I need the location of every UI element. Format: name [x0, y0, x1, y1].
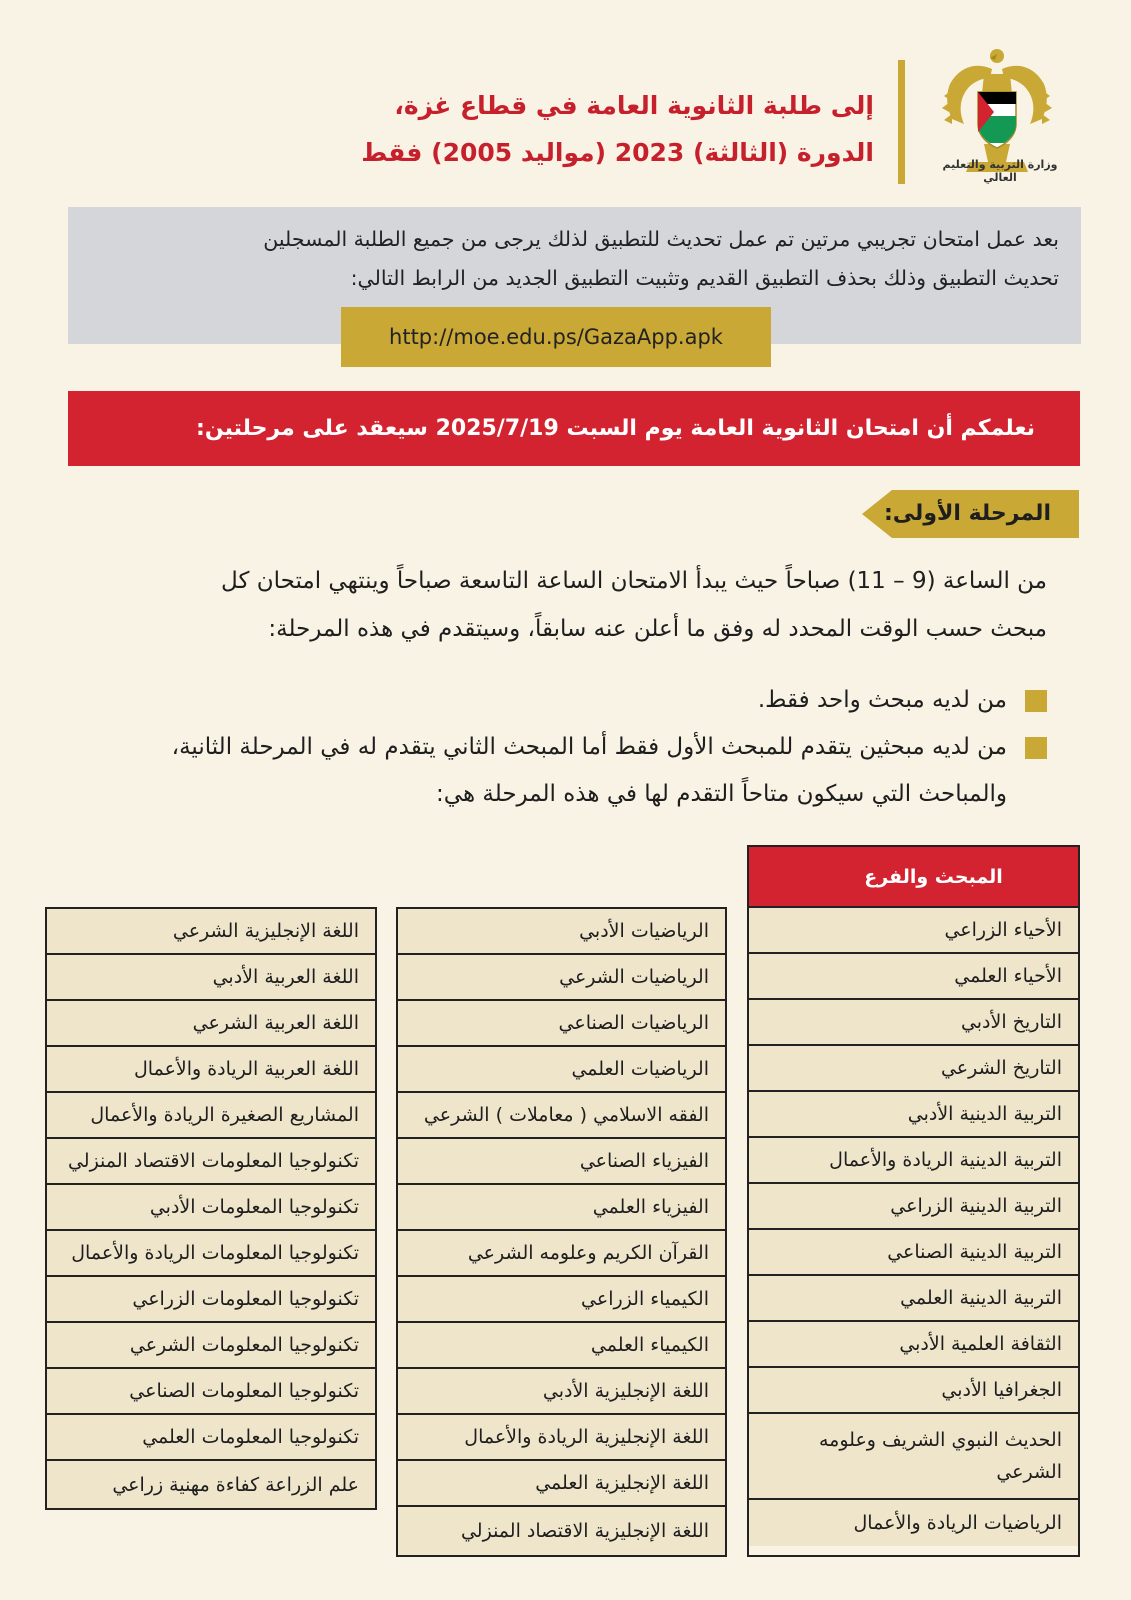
- notice-line: بعد عمل امتحان تجريبي مرتين تم عمل تحديث للتطبيق لذلك يرجى من جميع الطلبة المسجلين: [263, 227, 1059, 251]
- bullet-square-icon: [1025, 690, 1047, 712]
- table-cell: اللغة الإنجليزية الشرعي: [47, 909, 375, 955]
- table-cell: الجغرافيا الأدبي: [749, 1368, 1078, 1414]
- table-cell: الرياضيات الأدبي: [398, 909, 725, 955]
- table-cell: اللغة العربية الريادة والأعمال: [47, 1047, 375, 1093]
- bullet-text: من لديه مبحثين يتقدم للمبحث الأول فقط أما المبحث الثاني يتقدم له في المرحلة الثانية،: [171, 734, 1007, 760]
- table-cell: تكنولوجيا المعلومات الشرعي: [47, 1323, 375, 1369]
- download-app-link[interactable]: http://moe.edu.ps/GazaApp.apk: [341, 307, 771, 367]
- table-cell: الأحياء الزراعي: [749, 908, 1078, 954]
- table-cell: الكيمياء العلمي: [398, 1323, 725, 1369]
- table-cell: التاريخ الشرعي: [749, 1046, 1078, 1092]
- bullet-text: والمباحث التي سيكون متاحاً التقدم لها في هذه المرحلة هي:: [436, 781, 1007, 807]
- table-cell: التربية الدينية العلمي: [749, 1276, 1078, 1322]
- table-cell: علم الزراعة كفاءة مهنية زراعي: [47, 1461, 375, 1508]
- exam-date-notice: نعلمكم أن امتحان الثانوية العامة يوم السبت 2025/7/19 سيعقد على مرحلتين:: [68, 391, 1080, 466]
- table-cell: الرياضيات العلمي: [398, 1047, 725, 1093]
- table-cell: اللغة الإنجليزية العلمي: [398, 1461, 725, 1507]
- title-line: إلى طلبة الثانوية العامة في قطاع غزة،: [394, 91, 874, 120]
- table-cell: تكنولوجيا المعلومات الزراعي: [47, 1277, 375, 1323]
- paragraph-line: مبحث حسب الوقت المحدد له وفق ما أعلن عنه سابقاً، وسيتقدم في هذه المرحلة:: [268, 616, 1047, 642]
- bullet-text: من لديه مبحث واحد فقط.: [757, 687, 1007, 713]
- table-header: المبحث والفرع: [749, 847, 1078, 908]
- stage-one-label: المرحلة الأولى:: [884, 501, 1051, 526]
- ministry-name: وزارة التربية والتعليم العالي: [942, 158, 1058, 184]
- table-cell: التربية الدينية الصناعي: [749, 1230, 1078, 1276]
- stage-one-description: [87, 557, 1047, 653]
- paragraph-line: من الساعة (9 – 11) صباحاً حيث يبدأ الامتحان الساعة التاسعة صباحاً وينتهي امتحان كل: [221, 568, 1047, 594]
- table-cell: الثقافة العلمية الأدبي: [749, 1322, 1078, 1368]
- header-divider: [898, 60, 905, 184]
- table-cell: اللغة الإنجليزية الأدبي: [398, 1369, 725, 1415]
- table-cell: التربية الدينية الأدبي: [749, 1092, 1078, 1138]
- stage-one-bullets: [87, 677, 1047, 818]
- list-item: [87, 677, 1047, 724]
- bullet-square-icon: [1025, 737, 1047, 759]
- table-cell: التربية الدينية الريادة والأعمال: [749, 1138, 1078, 1184]
- table-cell: الفيزياء العلمي: [398, 1185, 725, 1231]
- table-cell: الحديث النبوي الشريف وعلومه الشرعي: [749, 1414, 1078, 1500]
- table-cell: الفقه الاسلامي ( معاملات ) الشرعي: [398, 1093, 725, 1139]
- table-cell: الفيزياء الصناعي: [398, 1139, 725, 1185]
- table-cell: تكنولوجيا المعلومات الاقتصاد المنزلي: [47, 1139, 375, 1185]
- subjects-table-column-1: [747, 845, 1080, 1557]
- table-cell: الأحياء العلمي: [749, 954, 1078, 1000]
- table-cell: الرياضيات الريادة والأعمال: [749, 1500, 1078, 1546]
- list-item: [87, 724, 1047, 818]
- table-cell: اللغة الإنجليزية الريادة والأعمال: [398, 1415, 725, 1461]
- table-cell: اللغة الإنجليزية الاقتصاد المنزلي: [398, 1507, 725, 1555]
- table-cell: الرياضيات الشرعي: [398, 955, 725, 1001]
- table-cell: المشاريع الصغيرة الريادة والأعمال: [47, 1093, 375, 1139]
- table-cell: تكنولوجيا المعلومات الأدبي: [47, 1185, 375, 1231]
- table-cell: التربية الدينية الزراعي: [749, 1184, 1078, 1230]
- table-cell: اللغة العربية الأدبي: [47, 955, 375, 1001]
- subjects-table-column-2: [396, 907, 727, 1557]
- subjects-table-column-3: [45, 907, 377, 1510]
- table-cell: الرياضيات الصناعي: [398, 1001, 725, 1047]
- table-cell: تكنولوجيا المعلومات الريادة والأعمال: [47, 1231, 375, 1277]
- table-cell: تكنولوجيا المعلومات العلمي: [47, 1415, 375, 1461]
- table-cell: تكنولوجيا المعلومات الصناعي: [47, 1369, 375, 1415]
- update-notice-text: [139, 220, 1059, 298]
- table-cell: الكيمياء الزراعي: [398, 1277, 725, 1323]
- title-line: الدورة (الثالثة) 2023 (مواليد 2005) فقط: [361, 138, 874, 167]
- table-cell: اللغة العربية الشرعي: [47, 1001, 375, 1047]
- table-cell: التاريخ الأدبي: [749, 1000, 1078, 1046]
- table-cell: القرآن الكريم وعلومه الشرعي: [398, 1231, 725, 1277]
- notice-line: تحديث التطبيق وذلك بحذف التطبيق القديم وتثبيت التطبيق الجديد من الرابط التالي:: [350, 266, 1059, 290]
- page-title: [314, 82, 874, 176]
- stage-one-tag: [862, 490, 1079, 538]
